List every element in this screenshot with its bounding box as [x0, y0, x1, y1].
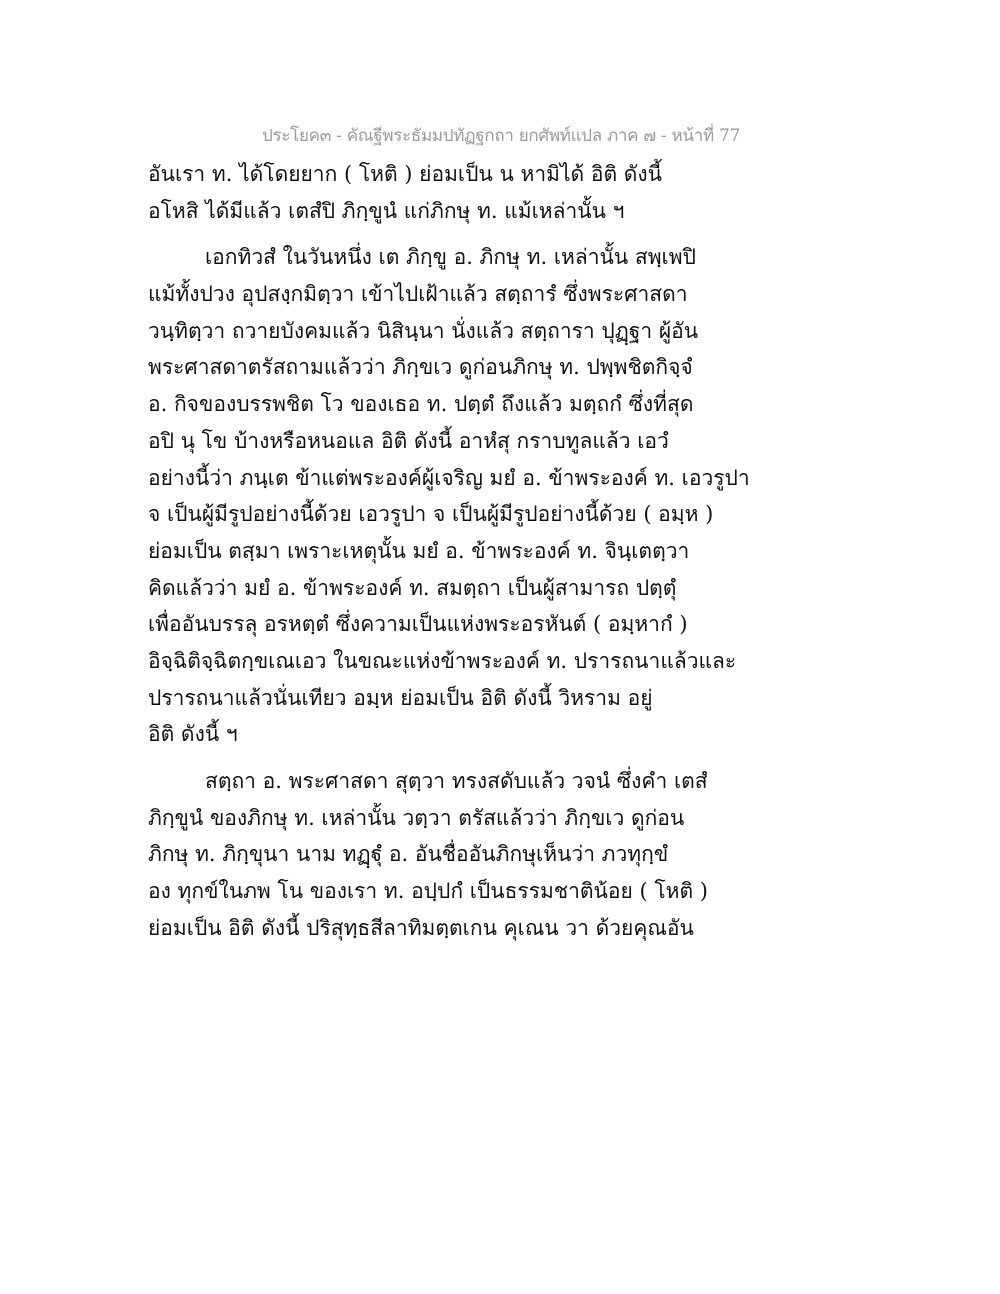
- text-line: อิจฺฉิติจฺฉิตกฺขเณเอว ในขณะแห่งข้าพระองค์ ท. ปรารถนาแล้วและ: [148, 648, 737, 673]
- text-line: จ เป็นผู้มีรูปอย่างนี้ด้วย เอวรูปา จ เป็นผู้มีรูปอย่างนี้ด้วย ( อมฺห ): [148, 502, 714, 527]
- text-line: ย่อมเป็น อิติ ดังนี้ ปริสุทฺธสีลาทิมตฺตเกน คุเณน วา ด้วยคุณอัน: [148, 915, 694, 940]
- text-line: วนฺทิตฺวา ถวายบังคมแล้ว นิสินฺนา นั่งแล้ว สตฺถารา ปุฏฺฐา ผู้อัน: [148, 318, 699, 343]
- text-line: เพื่ออันบรรลุ อรหตฺตํ ซึ่งความเป็นแห่งพระอรหันต์ ( อมฺหากํ ): [148, 612, 688, 637]
- text-line: คิดแล้วว่า มยํ อ. ข้าพระองค์ ท. สมตฺถา เป็นผู้สามารถ ปตฺตุํ: [148, 575, 677, 600]
- text-line: พระศาสดาตรัสถามแล้วว่า ภิกฺขเว ดูก่อนภิกษุ ท. ปพฺพชิตกิจฺจํ: [148, 355, 693, 380]
- paragraph-start-line: สตฺถา อ. พระศาสดา สุตฺวา ทรงสดับแล้ว วจนํ ซึ่งคำ เตสํ: [205, 769, 708, 793]
- text-line: ย่อมเป็น ตสฺมา เพราะเหตุนั้น มยํ อ. ข้าพระองค์ ท. จินฺเตตฺวา: [148, 538, 690, 563]
- text-line: แม้ทั้งปวง อุปสงฺกมิตฺวา เข้าไปเฝ้าแล้ว สตฺถารํ ซึ่งพระศาสดา: [148, 282, 688, 307]
- text-line: อ. กิจของบรรพชิต โว ของเธอ ท. ปตฺตํ ถึงแล้ว มตฺถกํ ซึ่งที่สุด: [148, 392, 694, 417]
- text-line: อง ทุกข์ในภพ โน ของเรา ท. อปฺปกํ เป็นธรรมชาติน้อย ( โหติ ): [148, 879, 708, 904]
- body-text: [148, 156, 848, 946]
- text-line: ภิกฺขูนํ ของภิกษุ ท. เหล่านั้น วตฺวา ตรัสแล้วว่า ภิกฺขเว ดูก่อน: [148, 805, 685, 830]
- text-line: ภิกษุ ท. ภิกฺขุนา นาม ทฏฺฐุํ อ. อันชื่ออันภิกษุเห็นว่า ภวทุกฺขํ: [148, 842, 669, 867]
- text-line: อันเรา ท. ได้โดยยาก ( โหติ ) ย่อมเป็น น หามิได้ อิติ ดังนี้: [148, 162, 663, 186]
- text-line: อิติ ดังนี้ ฯ: [148, 722, 238, 747]
- paragraph-start-line: เอกทิวสํ ในวันหนึ่ง เต ภิกฺขู อ. ภิกษุ ท. เหล่านั้น สพฺเพปิ: [205, 245, 696, 270]
- text-line: อปิ นุ โข บ้างหรือหนอแล อิติ ดังนี้ อาหํสุ กราบทูลแล้ว เอวํ: [148, 428, 669, 453]
- text-line: อโหสิ ได้มีแล้ว เตสํปิ ภิกฺขูนํ แก่ภิกษุ ท. แม้เหล่านั้น ฯ: [148, 198, 625, 223]
- text-line: อย่างนี้ว่า ภนฺเต ข้าแต่พระองค์ผู้เจริญ มยํ อ. ข้าพระองค์ ท. เอวรูปา: [148, 465, 750, 490]
- page-header: ประโยค๓ - คัณฐีพระธัมมปทัฏฐกถา ยกศัพท์แปล ภาค ๗ - หน้าที่ 77: [262, 126, 740, 146]
- text-line: ปรารถนาแล้วนั่นเทียว อมฺห ย่อมเป็น อิติ ดังนี้ วิหราม อยู่: [148, 685, 653, 710]
